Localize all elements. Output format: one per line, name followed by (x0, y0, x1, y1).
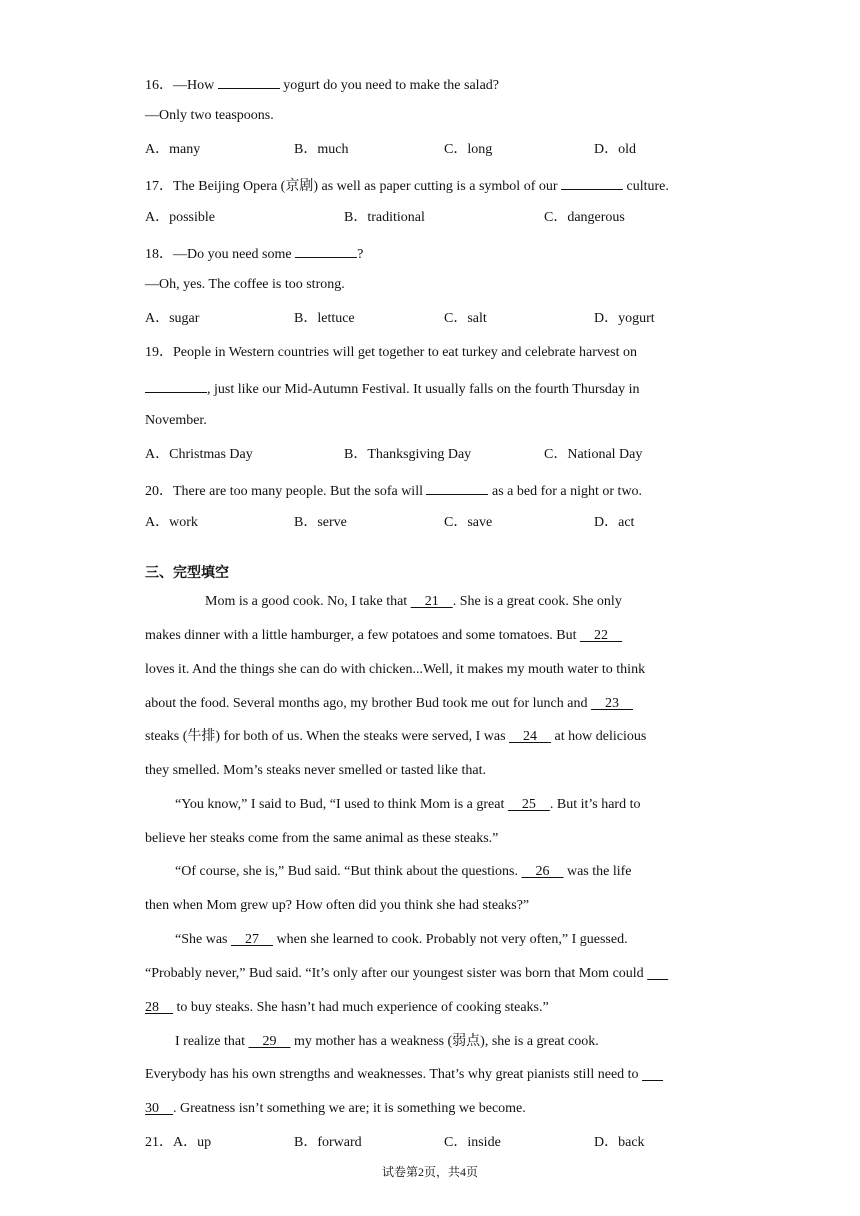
blank-24: 24 (509, 729, 552, 744)
passage-text: when she learned to cook. Probably not very often,” I guessed. (273, 932, 628, 947)
passage-text: Everybody has his own strengths and weaknesses. That’s why great pianists still need to (145, 1067, 643, 1082)
option-b: B．traditional (344, 210, 425, 225)
question-18 (145, 243, 363, 264)
passage-text: “Probably never,” Bud said. “It’s only after our youngest sister was born that Mom could (145, 966, 648, 981)
passage-text: . But it’s hard to (549, 797, 641, 812)
question-number: 20． (145, 484, 173, 499)
question-21-option-b: B．forward (294, 1135, 362, 1150)
question-text: —Do you need some (173, 247, 296, 262)
option-c: C．long (444, 142, 493, 157)
passage-line (145, 1100, 526, 1118)
question-text: as a bed for a night or two. (488, 484, 643, 499)
option-d: D．yogurt (594, 311, 655, 326)
passage-line (175, 796, 640, 814)
option-b: B．serve (294, 515, 347, 530)
passage-text: “She was (175, 932, 231, 947)
question-number: 17． (145, 179, 173, 194)
passage-text: to buy steaks. She hasn’t had much experience of cooking steaks.” (173, 1000, 549, 1015)
option-c: C．save (444, 515, 493, 530)
passage-line: then when Mom grew up? How often did you think she had steaks?” (145, 898, 530, 913)
blank-28-start (647, 966, 668, 981)
question-text: The Beijing Opera (京剧) as well as paper cutting is a symbol of our (173, 179, 562, 194)
question-text: yogurt do you need to make the salad? (279, 78, 500, 93)
passage-line (175, 863, 631, 881)
passage-text: “You know,” I said to Bud, “I used to think Mom is a great (175, 797, 508, 812)
passage-text: Mom is a good cook. No, I take that (205, 594, 411, 609)
question-text: ? (357, 247, 364, 262)
question-text: There are too many people. But the sofa will (173, 484, 427, 499)
option-d: D．act (594, 515, 635, 530)
question-number: 21． (145, 1135, 173, 1150)
blank-28: 28 (145, 1000, 173, 1015)
question-16-response: —Only two teaspoons. (145, 108, 274, 123)
blank-30: 30 (145, 1101, 173, 1116)
passage-line: they smelled. Mom’s steaks never smelled or tasted like that. (145, 763, 486, 778)
passage-text: . She is a great cook. She only (452, 594, 622, 609)
passage-line (145, 965, 668, 983)
question-17 (145, 175, 669, 196)
passage-line (145, 999, 549, 1017)
passage-line: believe her steaks come from the same animal as these steaks.” (145, 831, 499, 846)
option-b: B．much (294, 142, 349, 157)
question-number: 16． (145, 78, 173, 93)
answer-blank (426, 480, 488, 495)
passage-line (145, 695, 633, 713)
blank-26: 26 (521, 864, 564, 879)
question-number: 18． (145, 247, 173, 262)
blank-21: 21 (410, 594, 453, 609)
question-16 (145, 74, 499, 95)
option-b: B．Thanksgiving Day (344, 447, 472, 462)
option-a: A．many (145, 142, 201, 157)
passage-text: “Of course, she is,” Bud said. “But think about the questions. (175, 864, 522, 879)
option-c: C．dangerous (544, 210, 625, 225)
option-c: C．National Day (544, 447, 643, 462)
question-text: People in Western countries will get together to eat turkey and celebrate harvest on (173, 345, 637, 360)
answer-blank (561, 175, 623, 190)
passage-text: about the food. Several months ago, my brother Bud took me out for lunch and (145, 696, 591, 711)
blank-23: 23 (590, 696, 633, 711)
option-a: A．Christmas Day (145, 447, 253, 462)
passage-line (205, 593, 622, 611)
option-a: A．sugar (145, 311, 200, 326)
passage-line: loves it. And the things she can do with chicken...Well, it makes my mouth water to think (145, 662, 646, 677)
option-a: A．possible (145, 210, 215, 225)
question-20 (145, 480, 642, 501)
passage-text: I realize that (175, 1034, 249, 1049)
question-21-option-a (145, 1134, 211, 1152)
question-19 (145, 344, 637, 362)
passage-line (145, 1066, 663, 1084)
blank-22: 22 (580, 628, 623, 643)
page-footer: 试卷第2页，共4页 (381, 1165, 478, 1179)
question-19-line-3: November. (145, 413, 207, 428)
option-a: A．work (145, 515, 198, 530)
option-d: D．old (594, 142, 636, 157)
blank-29: 29 (248, 1034, 291, 1049)
passage-text: makes dinner with a little hamburger, a few potatoes and some tomatoes. But (145, 628, 581, 643)
passage-line (175, 1033, 599, 1051)
answer-blank (218, 74, 280, 89)
blank-27: 27 (231, 932, 273, 947)
passage-text: my mother has a weakness (弱点), she is a great cook. (290, 1034, 599, 1049)
passage-text: was the life (563, 864, 632, 879)
passage-text: . Greatness isn’t something we are; it is something we become. (173, 1101, 526, 1116)
question-21-option-c: C．inside (444, 1135, 501, 1150)
question-text: culture. (623, 179, 669, 194)
answer-blank (145, 378, 207, 393)
section-title: 三、完型填空 (145, 565, 229, 581)
option-c: C．salt (444, 311, 487, 326)
answer-blank (295, 243, 357, 258)
passage-text: at how delicious (551, 729, 647, 744)
blank-30-start (642, 1067, 663, 1082)
passage-text: steaks (牛排) for both of us. When the steaks were served, I was (145, 729, 510, 744)
passage-line (145, 627, 622, 645)
passage-line (145, 728, 646, 746)
blank-25: 25 (507, 797, 550, 812)
passage-line (175, 931, 628, 949)
question-number: 19． (145, 345, 173, 360)
question-21-option-d: D．back (594, 1135, 645, 1150)
question-19-line-2 (145, 378, 640, 399)
option-b: B．lettuce (294, 311, 355, 326)
question-text: , just like our Mid-Autumn Festival. It usually falls on the fourth Thursday in (207, 382, 640, 397)
question-18-response: —Oh, yes. The coffee is too strong. (145, 277, 345, 292)
question-text: —How (173, 78, 218, 93)
option-text: A．up (173, 1135, 212, 1150)
